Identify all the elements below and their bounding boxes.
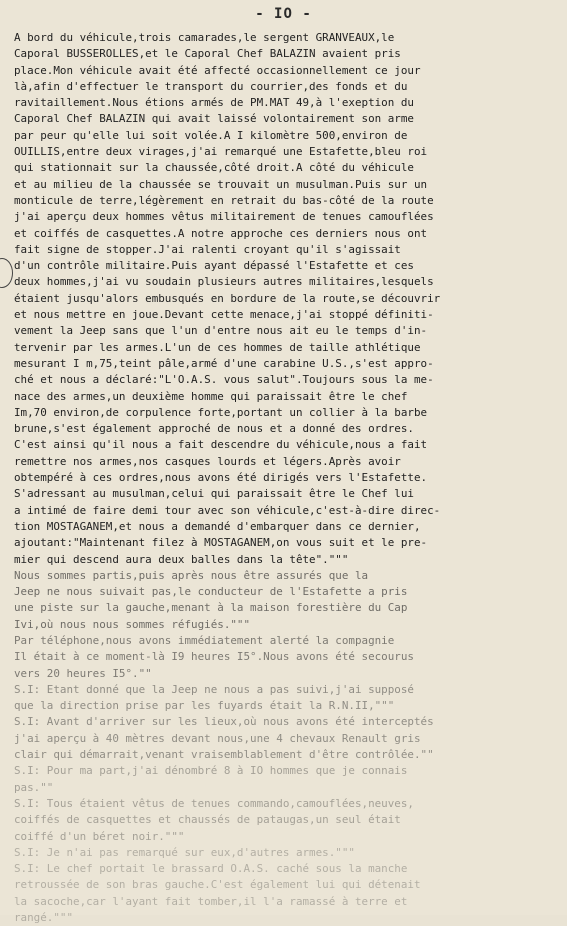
text-line: brune,s'est également approché de nous et a donné des ordres. — [14, 422, 414, 436]
text-line: par peur qu'elle lui soit volée.A I kilomètre 500,environ de — [14, 128, 408, 142]
text-line: C'est ainsi qu'il nous a fait descendre du véhicule,nous a fait — [14, 438, 428, 452]
text-line: que la direction prise par les fuyards était la R.N.II,""" — [14, 699, 395, 713]
text-line: rangé.""" — [14, 911, 74, 925]
text-line: et nous mettre en joue.Devant cette menace,j'ai stoppé définiti- — [14, 308, 434, 322]
text-line: mier qui descend aura deux balles dans la tête".""" — [14, 552, 349, 566]
text-line: coiffés de casquettes et chaussés de pataugas,un seul était — [14, 813, 401, 827]
text-line: monticule de terre,légèrement en retrait du bas-côté de la route — [14, 193, 434, 207]
text-line: retroussée de son bras gauche.C'est également lui qui détenait — [14, 878, 421, 892]
text-line: ché et nous a déclaré:"L'O.A.S. vous salut".Toujours sous la me- — [14, 373, 434, 387]
text-line: A bord du véhicule,trois camarades,le sergent GRANVEAUX,le — [14, 31, 395, 44]
page-number: - IO - — [255, 6, 312, 22]
text-line: Il était à ce moment-là I9 heures I5°.Nous avons été secourus — [14, 650, 414, 664]
text-line: S.I: Etant donné que la Jeep ne nous a pas suivi,j'ai supposé — [14, 682, 414, 696]
text-line: vers 20 heures I5°."" — [14, 666, 152, 680]
text-line: place.Mon véhicule avait été affecté occasionnellement ce jour — [14, 63, 421, 77]
text-line: la sacoche,car l'ayant fait tomber,il l'a ramassé à terre et — [14, 894, 408, 908]
text-line: Im,70 environ,de corpulence forte,portant un collier à la barbe — [14, 405, 428, 419]
text-line: qui stationnait sur la chaussée,côté droit.A côté du véhicule — [14, 161, 414, 175]
text-line: OUILLIS,entre deux virages,j'ai remarqué une Estafette,bleu roi — [14, 145, 428, 159]
text-line: ajoutant:"Maintenant filez à MOSTAGANEM,on vous suit et le pre- — [14, 536, 428, 550]
text-line: clair qui démarrait,venant vraisemblablement d'être contrôlée."" — [14, 748, 434, 762]
text-line: d'un contrôle militaire.Puis ayant dépassé l'Estafette et ces — [14, 259, 414, 273]
text-line: j'ai aperçu à 40 mètres devant nous,une 4 chevaux Renault gris — [14, 731, 421, 745]
text-line: mesurant I m,75,teint pâle,armé d'une carabine U.S.,s'est appro- — [14, 356, 434, 370]
text-line: j'ai aperçu deux hommes vêtus militairement de tenues camouflées — [14, 210, 434, 224]
text-line: deux hommes,j'ai vu soudain plusieurs autres militaires,lesquels — [14, 275, 434, 289]
text-line: Nous sommes partis,puis après nous être assurés que la — [14, 568, 369, 582]
text-line: Caporal Chef BALAZIN qui avait laissé volontairement son arme — [14, 112, 414, 126]
text-line: et au milieu de la chaussée se trouvait un musulman.Puis sur un — [14, 177, 428, 191]
text-line: vement la Jeep sans que l'un d'entre nous ait eu le temps d'in- — [14, 324, 428, 338]
text-line: une piste sur la gauche,menant à la maison forestière du Cap — [14, 601, 408, 615]
text-line: fait signe de stopper.J'ai ralenti croyant qu'il s'agissait — [14, 242, 401, 256]
text-line: remettre nos armes,nos casques lourds et légers.Après avoir — [14, 454, 401, 468]
punch-hole-mark — [0, 258, 13, 288]
text-line: Jeep ne nous suivait pas,le conducteur de l'Estafette a pris — [14, 585, 408, 599]
text-line: tion MOSTAGANEM,et nous a demandé d'embarquer dans ce dernier, — [14, 519, 421, 533]
text-line: S'adressant au musulman,celui qui paraissait être le Chef lui — [14, 487, 414, 501]
text-line: nace des armes,un deuxième homme qui paraissait être le chef — [14, 389, 408, 403]
text-line: a intimé de faire demi tour avec son véhicule,c'est-à-dire direc- — [14, 503, 441, 517]
text-line: obtempéré à ces ordres,nous avons été dirigés vers l'Estafette. — [14, 471, 428, 485]
text-line: coiffé d'un béret noir.""" — [14, 829, 185, 843]
text-line: tervenir par les armes.L'un de ces hommes de taille athlétique — [14, 340, 421, 354]
text-line: étaient jusqu'alors embusqués en bordure de la route,se découvrir — [14, 291, 441, 305]
text-line: là,afin d'effectuer le transport du courrier,des fonds et du — [14, 79, 408, 93]
text-line: et coiffés de casquettes.A notre approche ces derniers nous ont — [14, 226, 428, 240]
text-line: S.I: Pour ma part,j'ai dénombré 8 à IO hommes que je connais — [14, 764, 408, 778]
text-line: Ivi,où nous nous sommes réfugiés.""" — [14, 617, 251, 631]
text-line: Caporal BUSSEROLLES,et le Caporal Chef BALAZIN avaient pris — [14, 47, 401, 61]
text-line: Par téléphone,nous avons immédiatement alerté la compagnie — [14, 633, 395, 647]
text-line: S.I: Tous étaient vêtus de tenues commando,camouflées,neuves, — [14, 796, 414, 810]
text-line: S.I: Avant d'arriver sur les lieux,où nous avons été interceptés — [14, 715, 434, 729]
text-line: S.I: Le chef portait le brassard O.A.S. caché sous la manche — [14, 862, 408, 876]
text-line: S.I: Je n'ai pas remarqué sur eux,d'autres armes.""" — [14, 845, 355, 859]
text-line: pas."" — [14, 780, 54, 794]
text-line: ravitaillement.Nous étions armés de PM.MAT 49,à l'exeption du — [14, 96, 414, 110]
body-text — [14, 30, 562, 926]
